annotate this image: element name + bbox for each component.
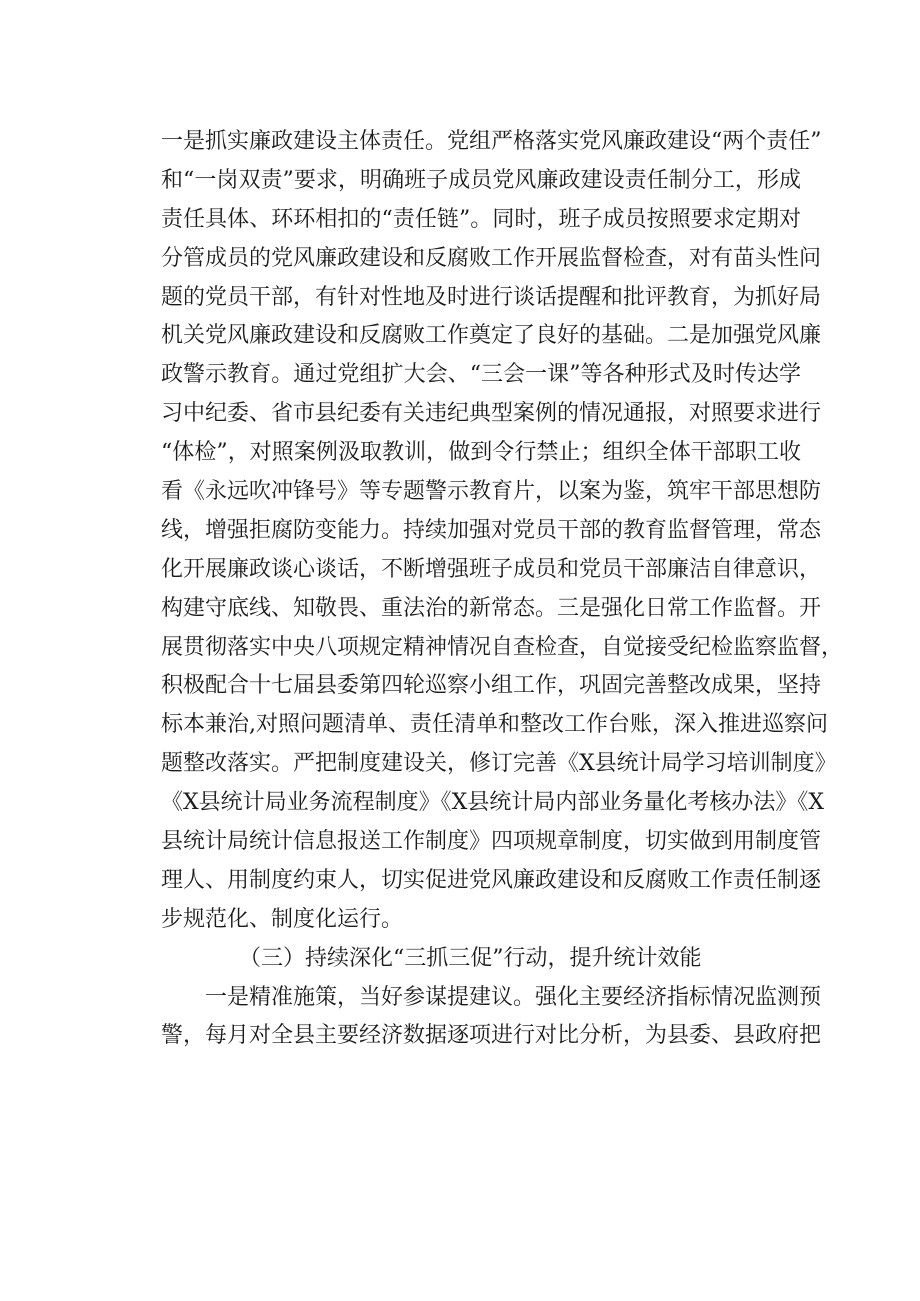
text-line: 题整改落实。严把制度建设关，修订完善《X县统计局学习培训制度》: [161, 751, 837, 777]
text-line: 县统计局统计信息报送工作制度》四项规章制度，切实做到用制度管: [161, 829, 822, 855]
text-line: 构建守底线、知敬畏、重法治的新常态。三是强化日常工作监督。开: [161, 595, 822, 621]
text-line: 责任具体、环环相扣的“责任链”。同时，班子成员按照要求定期对: [161, 206, 801, 232]
text-line: 理人、用制度约束人，切实促进党风廉政建设和反腐败工作责任制逐: [161, 867, 822, 893]
text-line: 分管成员的党风廉政建设和反腐败工作开展监督检查，对有苗头性问: [161, 245, 822, 271]
section-heading: （三）持续深化“三抓三促”行动，提升统计效能: [239, 945, 702, 971]
paragraph-1: [161, 123, 844, 940]
text-line: “体检”，对照案例汲取教训，做到令行禁止；组织全体干部职工收: [161, 440, 801, 466]
text-line: 看《永远吹冲锋号》等专题警示教育片，以案为鉴，筑牢干部思想防: [161, 479, 822, 505]
text-line: 积极配合十七届县委第四轮巡察小组工作，巩固完善整改成果，坚持: [161, 673, 822, 699]
text-line: 警，每月对全县主要经济数据逐项进行对比分析，为县委、县政府把: [161, 1023, 822, 1049]
text-line: 政警示教育。通过党组扩大会、“三会一课”等各种形式及时传达学: [161, 362, 801, 388]
text-line: 展贯彻落实中央八项规定精神情况自查检查，自觉接受纪检监察监督，: [161, 634, 844, 660]
document-body: [161, 123, 844, 1056]
text-line: 和“一岗双责”要求，明确班子成员党风廉政建设责任制分工，形成: [161, 167, 801, 193]
text-line: 习中纪委、省市县纪委有关违纪典型案例的情况通报，对照要求进行: [161, 401, 822, 427]
text-line: 标本兼治,对照问题清单、责任清单和整改工作台账，深入推进巡察问: [161, 712, 828, 738]
text-line: 线，增强拒腐防变能力。持续加强对党员干部的教育监督管理，常态: [161, 517, 822, 543]
text-line: 一是精准施策，当好参谋提建议。强化主要经济指标情况监测预: [161, 984, 822, 1010]
text-line: 步规范化、制度化运行。: [161, 906, 404, 932]
text-line: 题的党员干部，有针对性地及时进行谈话提醒和批评教育，为抓好局: [161, 284, 822, 310]
text-line: 化开展廉政谈心谈话，不断增强班子成员和党员干部廉洁自律意识，: [161, 556, 822, 582]
text-line: 《X县统计局业务流程制度》《X县统计局内部业务量化考核办法》《X: [161, 790, 824, 816]
text-line: 机关党风廉政建设和反腐败工作奠定了良好的基础。二是加强党风廉: [161, 323, 822, 349]
text-line: 一是抓实廉政建设主体责任。党组严格落实党风廉政建设“两个责任”: [161, 129, 822, 154]
paragraph-2: [161, 979, 822, 1057]
